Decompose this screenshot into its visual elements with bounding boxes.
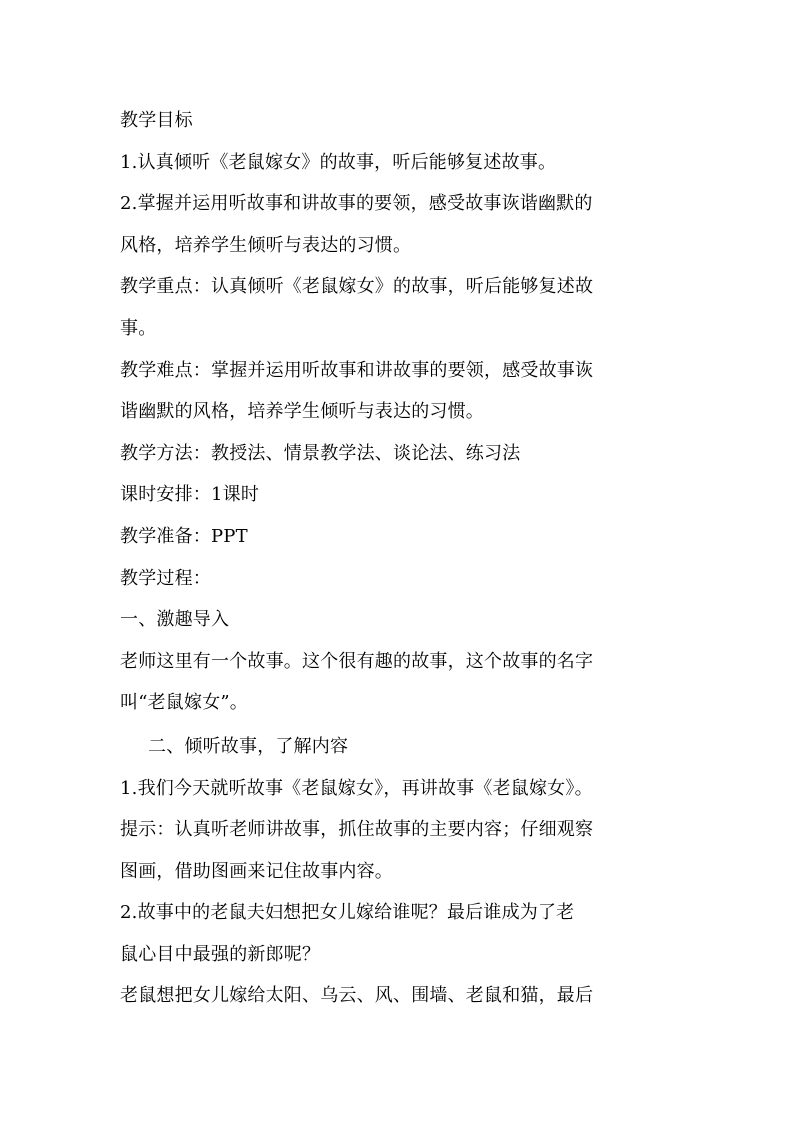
section-1-text-line-1: 老师这里有一个故事。这个很有趣的故事，这个故事的名字 <box>120 650 594 672</box>
goal-item-1: 1.认真倾听《老鼠嫁女》的故事，听后能够复述故事。 <box>120 151 557 173</box>
difficulty-line-2: 谐幽默的风格，培养学生倾听与表达的习惯。 <box>120 401 484 423</box>
heading-teaching-process: 教学过程： <box>120 567 211 589</box>
section-2-item-2-line-1: 2.故事中的老鼠夫妇想把女儿嫁给谁呢？最后谁成为了老 <box>120 902 575 924</box>
teaching-methods: 教学方法：教授法、情景教学法、谈论法、练习法 <box>120 442 521 464</box>
section-2-heading: 二、倾听故事，了解内容 <box>148 735 349 757</box>
heading-teaching-goals: 教学目标 <box>120 110 193 131</box>
section-2-item-1: 1.我们今天就听故事《老鼠嫁女》，再讲故事《老鼠嫁女》。 <box>120 777 593 799</box>
section-1-text-line-2: 叫“老鼠嫁女”。 <box>120 692 249 714</box>
section-2-item-2-line-2: 鼠心目中最强的新郎呢？ <box>120 943 321 965</box>
key-point-line-1: 教学重点：认真倾听《老鼠嫁女》的故事，听后能够复述故 <box>120 276 594 298</box>
difficulty-line-1: 教学难点：掌握并运用听故事和讲故事的要领，感受故事诙 <box>120 359 594 381</box>
class-schedule: 课时安排：1课时 <box>120 484 260 506</box>
hint-line-2: 图画，借助图画来记住故事内容。 <box>120 860 393 882</box>
document-body <box>120 100 675 1017</box>
key-point-line-2: 事。 <box>120 317 157 339</box>
hint-line-1: 提示：认真听老师讲故事，抓住故事的主要内容；仔细观察 <box>120 819 594 841</box>
goal-item-2-line-1: 2.掌握并运用听故事和讲故事的要领，感受故事诙谐幽默的 <box>120 193 593 215</box>
goal-item-2-line-2: 风格，培养学生倾听与表达的习惯。 <box>120 234 412 256</box>
teaching-preparation: 教学准备：PPT <box>120 525 248 547</box>
section-1-heading: 一、激趣导入 <box>120 609 230 631</box>
answer-line-1: 老鼠想把女儿嫁给太阳、乌云、风、围墙、老鼠和猫，最后 <box>120 985 594 1007</box>
